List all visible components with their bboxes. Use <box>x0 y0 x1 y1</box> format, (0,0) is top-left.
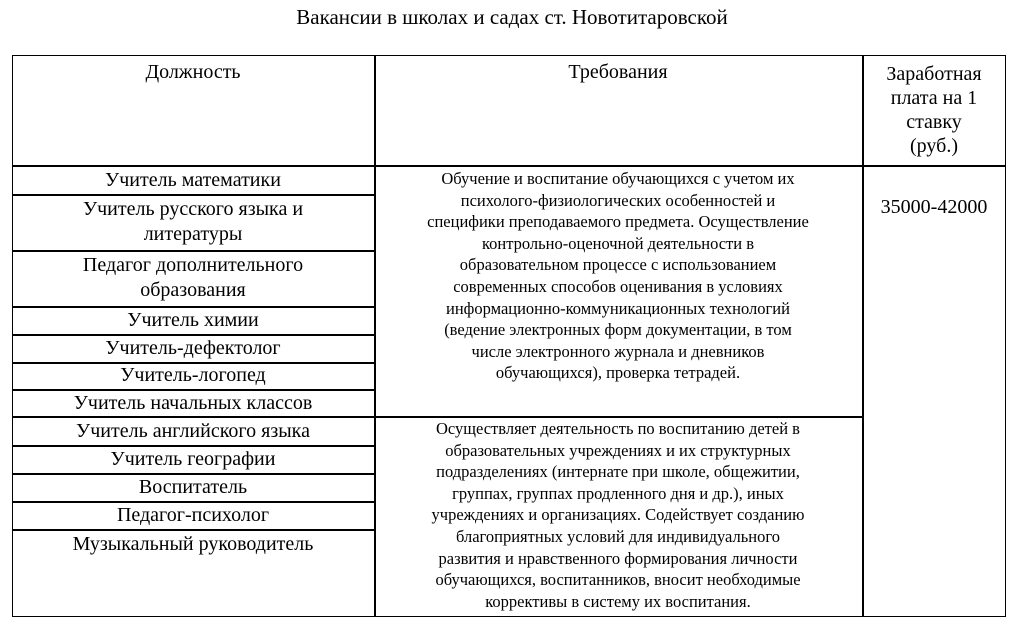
position-name: Учитель математики <box>105 169 281 191</box>
requirements-line: информационно-коммуникационных технологий <box>446 298 790 318</box>
position-cell <box>12 363 374 388</box>
salary-value: 35000-42000 <box>880 196 988 218</box>
requirements-line: психолого-физиологических особенностей и <box>460 190 776 210</box>
position-name: литературы <box>143 223 243 245</box>
position-name: Учитель-логопед <box>120 364 266 386</box>
row-divider <box>12 194 374 196</box>
position-cell <box>12 447 374 472</box>
requirements-line: группах, группах продленного дня и др.), иных <box>452 483 784 503</box>
position-name: Учитель химии <box>127 309 259 331</box>
requirements-educators <box>374 418 862 612</box>
requirements-line: подразделениях (интернате при школе, общежитии, <box>436 462 800 482</box>
position-cell <box>12 168 374 193</box>
position-name: образования <box>140 279 246 301</box>
position-name: Учитель-дефектолог <box>105 337 281 359</box>
row-divider <box>12 529 374 531</box>
position-cell <box>12 253 374 303</box>
position-name: Педагог-психолог <box>116 504 270 526</box>
requirements-line: числе электронного журнала и дневников <box>471 341 765 361</box>
position-cell <box>12 336 374 361</box>
requirements-line: (ведение электронных форм документации, в том <box>444 320 792 340</box>
requirements-line: учреждениях и организациях. Содействует созданию <box>431 505 805 525</box>
header-salary-line: плата на 1 <box>890 87 978 109</box>
header-divider <box>12 165 1006 167</box>
position-name: Музыкальный руководитель <box>72 533 314 555</box>
requirements-line: современных способов оценивания в условиях <box>453 276 783 296</box>
requirements-line: контрольно-оценочной деятельности в <box>481 233 755 253</box>
requirements-line: обучающихся, воспитанников, вносит необходимые <box>435 570 801 590</box>
requirements-line: развития и нравственного формирования личности <box>438 548 798 568</box>
header-salary-line: Заработная <box>886 63 982 85</box>
requirements-line: образовательном процессе с использованием <box>459 255 777 275</box>
page-title: Вакансии в школах и садах ст. Новотитаровской <box>296 5 728 29</box>
requirements-line: благоприятных условий для индивидуального <box>456 526 780 546</box>
position-name: Учитель английского языка <box>76 420 310 442</box>
position-cell <box>12 419 374 444</box>
requirements-line: образовательных учреждениях и их структурных <box>445 440 791 460</box>
header-salary-line: ставку <box>906 111 962 133</box>
position-cell <box>12 197 374 247</box>
position-name: Учитель начальных классов <box>73 392 313 414</box>
position-name: Воспитатель <box>138 476 248 498</box>
requirements-line: Осуществляет деятельность по воспитанию детей в <box>436 419 800 438</box>
position-cell <box>12 475 374 500</box>
position-name: Учитель географии <box>110 448 276 470</box>
header-salary <box>862 62 1006 158</box>
requirements-line: специфики преподаваемого предмета. Осуществление <box>427 212 809 232</box>
header-salary-line: (руб.) <box>910 135 958 157</box>
header-position: Должность <box>145 61 241 83</box>
requirements-teachers <box>374 168 862 384</box>
position-name: Педагог дополнительного <box>82 254 304 276</box>
requirements-line: обучающихся), проверка тетрадей. <box>495 363 741 383</box>
position-cell <box>12 308 374 333</box>
requirements-line: коррективы в систему их воспитания. <box>485 591 751 611</box>
position-cell <box>12 503 374 528</box>
position-name: Учитель русского языка и <box>82 198 304 220</box>
row-divider <box>12 250 374 252</box>
position-cell <box>12 391 374 416</box>
requirements-line: Обучение и воспитание обучающихся с учетом их <box>441 169 795 188</box>
position-cell <box>12 532 374 557</box>
header-requirements: Требования <box>568 61 668 83</box>
